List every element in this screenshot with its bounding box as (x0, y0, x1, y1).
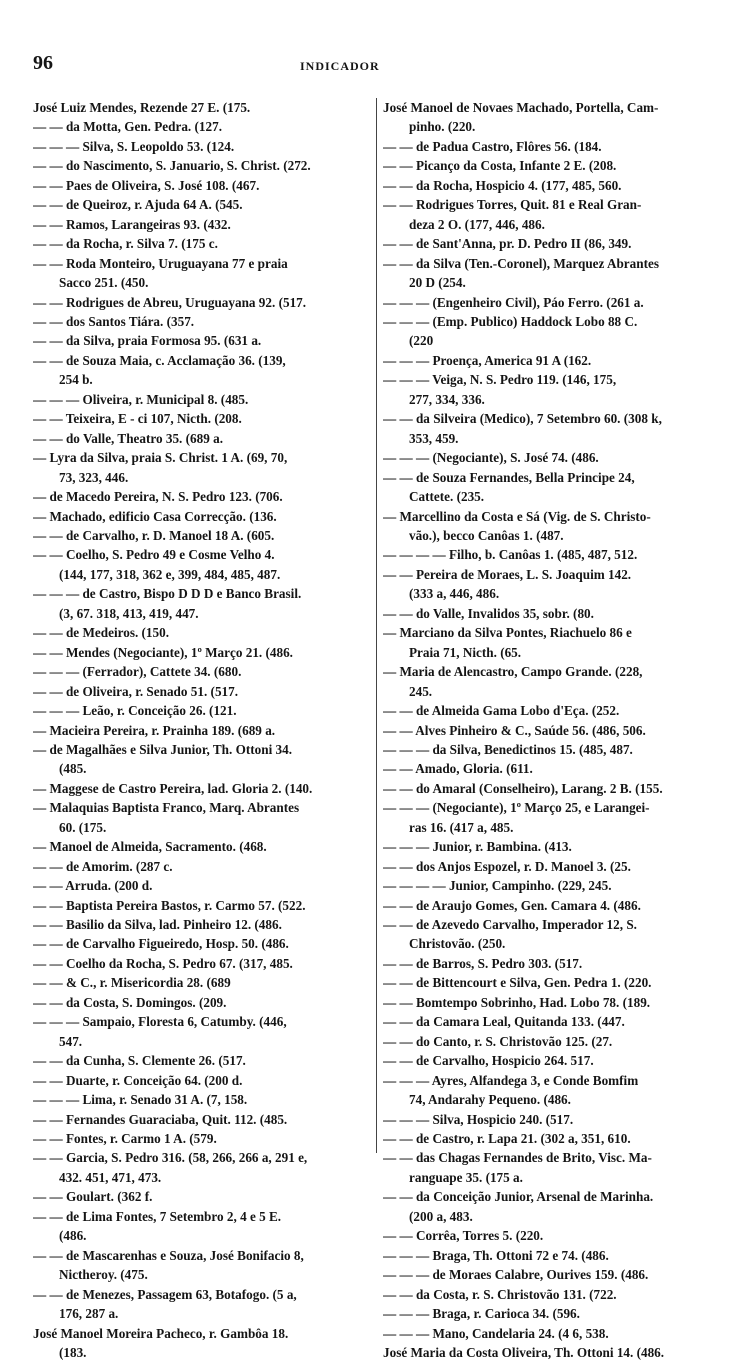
entry-continuation: (485. (59, 761, 87, 777)
entry-text: — — de Souza Maia, c. Acclamação 36. (139, (33, 352, 286, 368)
entry-text: — — de Barros, S. Pedro 303. (517. (383, 955, 583, 971)
entry-text: — — Fernandes Guaraciaba, Quit. 112. (485. (33, 1111, 288, 1127)
left-column (33, 98, 371, 1362)
directory-entry (383, 1071, 715, 1110)
directory-entry (33, 837, 371, 856)
entry-text: — — — (Negociante), S. José 74. (486. (383, 450, 599, 466)
entry-continuation: (200 a, 483. (409, 1208, 473, 1224)
entry-continuation: 20 D (254. (409, 275, 466, 291)
directory-entry (33, 779, 371, 798)
directory-entry (33, 409, 371, 428)
entry-text: José Manoel de Novaes Machado, Portella, Cam- (383, 100, 659, 115)
entry-continuation: ranguape 35. (175 a. (409, 1169, 523, 1185)
entry-text: — — — Junior, r. Bambina. (413. (383, 839, 572, 855)
directory-entry (33, 584, 371, 623)
entry-continuation: 245. (409, 683, 433, 699)
directory-entry (33, 1012, 371, 1051)
entry-continuation: 353, 459. (409, 430, 459, 446)
entry-text: — — Baptista Pereira Bastos, r. Carmo 57. (522. (33, 897, 306, 913)
directory-entry (33, 234, 371, 253)
entry-text: — — Ramos, Larangeiras 93. (432. (33, 216, 231, 232)
directory-entry (33, 1187, 371, 1206)
directory-entry (383, 798, 715, 837)
page-number: 96 (33, 52, 53, 74)
entry-continuation: Sacco 251. (450. (59, 275, 149, 291)
directory-entry (33, 176, 371, 195)
entry-continuation: pinho. (220. (409, 119, 476, 135)
directory-entry (383, 662, 715, 701)
directory-entry (383, 98, 715, 137)
entry-text: — — de Amorim. (287 c. (33, 858, 173, 874)
entry-text: — — de Carvalho, Hospicio 264. 517. (383, 1053, 594, 1069)
directory-entry (383, 137, 715, 156)
entry-text: — — — Proença, America 91 A (162. (383, 352, 592, 368)
entry-continuation: (333 a, 446, 486. (409, 586, 500, 602)
entry-text: — — — — Filho, b. Canôas 1. (485, 487, 512. (383, 547, 638, 563)
directory-entry (33, 896, 371, 915)
entry-continuation: 547. (59, 1033, 83, 1049)
entry-text: — Malaquias Baptista Franco, Marq. Abrantes (33, 800, 300, 816)
entry-text: — — da Silveira (Medico), 7 Setembro 60. (308 k, (383, 411, 662, 427)
entry-text: — — Pereira de Moraes, L. S. Joaquim 142. (383, 566, 632, 582)
entry-text: — — — Mano, Candelaria 24. (4 6, 538. (383, 1325, 609, 1341)
directory-entry (383, 837, 715, 856)
entry-continuation: (3, 67. 318, 413, 419, 447. (59, 605, 199, 621)
directory-entry (33, 156, 371, 175)
entry-text: — Marciano da Silva Pontes, Riachuelo 86 e (383, 625, 632, 641)
entry-text: José Manoel Moreira Pacheco, r. Gambôa 18. (33, 1325, 289, 1341)
directory-entry (33, 701, 371, 720)
right-column (383, 98, 715, 1362)
directory-entry (383, 623, 715, 662)
directory-entry (33, 1324, 371, 1362)
entry-text: — — de Queiroz, r. Ajuda 64 A. (545. (33, 197, 243, 213)
entry-text: — — — Braga, Th. Ottoni 72 e 74. (486. (383, 1247, 609, 1263)
directory-entry (383, 740, 715, 759)
directory-entry (33, 1207, 371, 1246)
entry-text: — Lyra da Silva, praia S. Christ. 1 A. (69, 70, (33, 450, 288, 466)
entry-text: — — Coelho, S. Pedro 49 e Cosme Velho 4. (33, 547, 275, 563)
directory-entry (383, 1343, 715, 1362)
entry-text: — — de Araujo Gomes, Gen. Camara 4. (486. (383, 897, 641, 913)
entry-continuation: 277, 334, 336. (409, 391, 485, 407)
entry-continuation: (486. (59, 1228, 87, 1244)
entry-text: — — das Chagas Fernandes de Brito, Visc. Ma- (383, 1150, 652, 1166)
directory-entry (33, 1110, 371, 1129)
entry-text: — — Corrêa, Torres 5. (220. (383, 1228, 544, 1244)
entry-text: — — da Cunha, S. Clemente 26. (517. (33, 1053, 246, 1069)
directory-entry (383, 176, 715, 195)
entry-text: — — dos Anjos Espozel, r. D. Manoel 3. (25. (383, 858, 631, 874)
directory-entry (33, 954, 371, 973)
entry-text: — — Amado, Gloria. (611. (383, 761, 533, 777)
entry-text: — — da Motta, Gen. Pedra. (127. (33, 119, 222, 135)
directory-entry (383, 1148, 715, 1187)
entry-text: — — Bomtempo Sobrinho, Had. Lobo 78. (189. (383, 994, 651, 1010)
entry-text: — — Fontes, r. Carmo 1 A. (579. (33, 1131, 217, 1147)
directory-entry (383, 1324, 715, 1343)
entry-text: — — Coelho da Rocha, S. Pedro 67. (317, 485. (33, 955, 293, 971)
directory-entry (33, 390, 371, 409)
entry-text: — — da Costa, S. Domingos. (209. (33, 994, 227, 1010)
entry-text: — — — de Castro, Bispo D D D e Banco Brasil. (33, 586, 302, 602)
directory-entry (383, 1110, 715, 1129)
entry-continuation: (183. (59, 1345, 87, 1360)
directory-entry (33, 1071, 371, 1090)
entry-continuation: Praia 71, Nicth. (65. (409, 644, 522, 660)
directory-entry (383, 779, 715, 798)
entry-text: — — — Silva, Hospicio 240. (517. (383, 1111, 574, 1127)
entry-text: — — Basilio da Silva, lad. Pinheiro 12. (486. (33, 917, 282, 933)
directory-entry (33, 623, 371, 642)
entry-text: — — — (Engenheiro Civil), Páo Ferro. (261 a. (383, 294, 644, 310)
entry-continuation: Nictheroy. (475. (59, 1267, 148, 1283)
directory-entry (383, 993, 715, 1012)
entry-text: — — — Braga, r. Carioca 34. (596. (383, 1306, 580, 1322)
directory-entry (33, 643, 371, 662)
directory-entry (33, 98, 371, 117)
entry-text: — — Alves Pinheiro & C., Saúde 56. (486, 506. (383, 722, 646, 738)
directory-entry (33, 934, 371, 953)
directory-entry (33, 448, 371, 487)
directory-entry (383, 370, 715, 409)
entry-continuation: Christovão. (250. (409, 936, 506, 952)
directory-entry (33, 1148, 371, 1187)
entry-text: — — Rodrigues Torres, Quit. 81 e Real Gran- (383, 197, 642, 213)
directory-entry (33, 215, 371, 234)
directory-entry (383, 1129, 715, 1148)
directory-entry (383, 1265, 715, 1284)
entry-text: — — Arruda. (200 d. (33, 878, 153, 894)
directory-entry (383, 565, 715, 604)
entry-continuation: Cattete. (235. (409, 489, 485, 505)
directory-entry (383, 448, 715, 467)
directory-entry (33, 254, 371, 293)
entry-text: — — de Carvalho, r. D. Manoel 18 A. (605. (33, 527, 275, 543)
entry-text: — — do Amaral (Conselheiro), Larang. 2 B. (155. (383, 780, 663, 796)
entry-text: — — do Nascimento, S. Januario, S. Christ. (272. (33, 158, 311, 174)
entry-text: — — da Rocha, r. Silva 7. (175 c. (33, 236, 218, 252)
directory-entry (383, 1051, 715, 1070)
directory-entry (383, 351, 715, 370)
directory-entry (383, 857, 715, 876)
entry-text: — — do Valle, Theatro 35. (689 a. (33, 430, 224, 446)
entry-text: — de Macedo Pereira, N. S. Pedro 123. (706. (33, 489, 283, 505)
directory-entry (33, 1090, 371, 1109)
directory-entry (33, 195, 371, 214)
directory-entry (33, 1129, 371, 1148)
entry-text: — — — de Moraes Calabre, Ourives 159. (486. (383, 1267, 649, 1283)
directory-entry (383, 507, 715, 546)
entry-text: — — da Rocha, Hospicio 4. (177, 485, 560. (383, 177, 622, 193)
directory-entry (33, 117, 371, 136)
entry-text: — — da Conceição Junior, Arsenal de Marinha. (383, 1189, 654, 1205)
entry-text: — — de Medeiros. (150. (33, 625, 170, 641)
directory-entry (33, 429, 371, 448)
directory-entry (33, 351, 371, 390)
entry-text: — — da Silva, praia Formosa 95. (631 a. (33, 333, 262, 349)
entry-text: — — Goulart. (362 f. (33, 1189, 153, 1205)
entry-text: — Macieira Pereira, r. Prainha 189. (689 a. (33, 722, 276, 738)
entry-text: — — de Azevedo Carvalho, Imperador 12, S. (383, 917, 637, 933)
entry-text: — Machado, edificio Casa Correcção. (136. (33, 508, 277, 524)
directory-entry (383, 195, 715, 234)
entry-text: — — de Carvalho Figueiredo, Hosp. 50. (486. (33, 936, 289, 952)
directory-entry (33, 487, 371, 506)
entry-text: — — de Padua Castro, Flôres 56. (184. (383, 138, 602, 154)
entry-text: — — — — Junior, Campinho. (229, 245. (383, 878, 612, 894)
directory-entry (33, 857, 371, 876)
entry-continuation: 176, 287 a. (59, 1306, 119, 1322)
directory-entry (33, 312, 371, 331)
entry-text: — — — da Silva, Benedictinos 15. (485, 487. (383, 741, 633, 757)
directory-entry (383, 896, 715, 915)
directory-entry (383, 759, 715, 778)
entry-continuation: deza 2 O. (177, 446, 486. (409, 216, 545, 232)
entry-text: — — Roda Monteiro, Uruguayana 77 e praia (33, 255, 288, 271)
directory-entry (383, 1246, 715, 1265)
entry-text: — — do Canto, r. S. Christovão 125. (27. (383, 1033, 613, 1049)
entry-text: — — da Costa, r. S. Christovão 131. (722. (383, 1286, 617, 1302)
entry-text: — Marcellino da Costa e Sá (Vig. de S. Christo- (383, 508, 651, 524)
entry-text: — — — Silva, S. Leopoldo 53. (124. (33, 138, 235, 154)
directory-entry (33, 1051, 371, 1070)
directory-entry (33, 740, 371, 779)
entry-text: — — — Veiga, N. S. Pedro 119. (146, 175, (383, 372, 617, 388)
entry-text: — — & C., r. Misericordia 28. (689 (33, 975, 231, 991)
directory-entry (383, 312, 715, 351)
entry-text: — — — (Negociante), 1º Março 25, e Larangei- (383, 800, 650, 816)
directory-entry (33, 507, 371, 526)
directory-entry (383, 954, 715, 973)
entry-text: — — Picanço da Costa, Infante 2 E. (208. (383, 158, 617, 174)
directory-entry (383, 409, 715, 448)
column-divider (376, 98, 377, 1153)
directory-entry (383, 973, 715, 992)
entry-continuation: 74, Andarahy Pequeno. (486. (409, 1092, 571, 1108)
directory-entry (383, 156, 715, 175)
running-header: INDICADOR (300, 59, 380, 73)
entry-text: — — Teixeira, E - ci 107, Nicth. (208. (33, 411, 242, 427)
entry-text: — — Mendes (Negociante), 1º Março 21. (486. (33, 644, 293, 660)
directory-entry (383, 1226, 715, 1245)
entry-text: — — dos Santos Tiára. (357. (33, 313, 195, 329)
directory-entry (383, 545, 715, 564)
entry-text: — — de Castro, r. Lapa 21. (302 a, 351, 610. (383, 1131, 631, 1147)
directory-entry (383, 234, 715, 253)
entry-text: — — de Menezes, Passagem 63, Botafogo. (5 a, (33, 1286, 297, 1302)
entry-text: — — Paes de Oliveira, S. José 108. (467. (33, 177, 260, 193)
entry-continuation: 60. (175. (59, 819, 107, 835)
entry-continuation: 73, 323, 446. (59, 469, 129, 485)
entry-text: — de Magalhães e Silva Junior, Th. Ottoni 34. (33, 741, 293, 757)
directory-entry (383, 293, 715, 312)
entry-text: — — — Ayres, Alfandega 3, e Conde Bomfim (383, 1072, 639, 1088)
directory-entry (383, 876, 715, 895)
entry-text: — — de Almeida Gama Lobo d'Eça. (252. (383, 703, 620, 719)
directory-entry (33, 993, 371, 1012)
directory-entry (383, 604, 715, 623)
directory-entry (33, 662, 371, 681)
directory-entry (383, 1304, 715, 1323)
entry-continuation: vão.), becco Canôas 1. (487. (409, 527, 564, 543)
directory-entry (33, 293, 371, 312)
entry-text: — — — (Emp. Publico) Haddock Lobo 88 C. (383, 313, 638, 329)
directory-entry (33, 1285, 371, 1324)
directory-entry (33, 721, 371, 740)
entry-text: — — Rodrigues de Abreu, Uruguayana 92. (517. (33, 294, 307, 310)
entry-text: — — da Camara Leal, Quitanda 133. (447. (383, 1014, 625, 1030)
entry-continuation: ras 16. (417 a, 485. (409, 819, 514, 835)
directory-entry (383, 1187, 715, 1226)
entry-text: — Maggese de Castro Pereira, lad. Gloria 2. (140. (33, 780, 313, 796)
directory-entry (383, 721, 715, 740)
directory-entry (33, 526, 371, 545)
directory-entry (33, 137, 371, 156)
entry-continuation: (144, 177, 318, 362 e, 399, 484, 485, 487. (59, 566, 281, 582)
entry-text: — Maria de Alencastro, Campo Grande. (228, (383, 664, 643, 680)
directory-entry (383, 468, 715, 507)
directory-entry (383, 254, 715, 293)
entry-text: — — — Lima, r. Senado 31 A. (7, 158. (33, 1092, 248, 1108)
entry-text: — — Garcia, S. Pedro 316. (58, 266, 266 a, 291 e, (33, 1150, 308, 1166)
entry-text: — — Duarte, r. Conceição 64. (200 d. (33, 1072, 243, 1088)
entry-continuation: 432. 451, 471, 473. (59, 1169, 162, 1185)
directory-entry (383, 1012, 715, 1031)
entry-text: — Manoel de Almeida, Sacramento. (468. (33, 839, 267, 855)
entry-text: José Maria da Costa Oliveira, Th. Ottoni 14. (486. (383, 1345, 665, 1360)
entry-text: — — — Leão, r. Conceição 26. (121. (33, 703, 237, 719)
entry-text: — — do Valle, Invalidos 35, sobr. (80. (383, 605, 594, 621)
directory-entry (383, 1285, 715, 1304)
entry-text: — — de Souza Fernandes, Bella Principe 24, (383, 469, 635, 485)
directory-entry (33, 545, 371, 584)
directory-entry (33, 915, 371, 934)
entry-text: — — de Oliveira, r. Senado 51. (517. (33, 683, 239, 699)
directory-entry (383, 701, 715, 720)
entry-text: — — da Silva (Ten.-Coronel), Marquez Abrantes (383, 255, 659, 271)
entry-continuation: 254 b. (59, 372, 93, 388)
directory-entry (33, 798, 371, 837)
directory-entry (33, 973, 371, 992)
entry-text: — — de Bittencourt e Silva, Gen. Pedra 1. (220. (383, 975, 652, 991)
directory-entry (33, 1246, 371, 1285)
entry-text: — — — Sampaio, Floresta 6, Catumby. (446, (33, 1014, 287, 1030)
directory-entry (33, 682, 371, 701)
entry-text: José Luiz Mendes, Rezende 27 E. (175. (33, 100, 251, 115)
directory-entry (33, 331, 371, 350)
directory-entry (383, 915, 715, 954)
entry-text: — — de Sant'Anna, pr. D. Pedro II (86, 349. (383, 236, 632, 252)
entry-continuation: (220 (409, 333, 434, 349)
directory-entry (383, 1032, 715, 1051)
entry-text: — — de Mascarenhas e Souza, José Bonifacio 8, (33, 1247, 304, 1263)
entry-text: — — — (Ferrador), Cattete 34. (680. (33, 664, 242, 680)
directory-entry (33, 876, 371, 895)
entry-text: — — de Lima Fontes, 7 Setembro 2, 4 e 5 E. (33, 1208, 282, 1224)
entry-text: — — — Oliveira, r. Municipal 8. (485. (33, 391, 249, 407)
